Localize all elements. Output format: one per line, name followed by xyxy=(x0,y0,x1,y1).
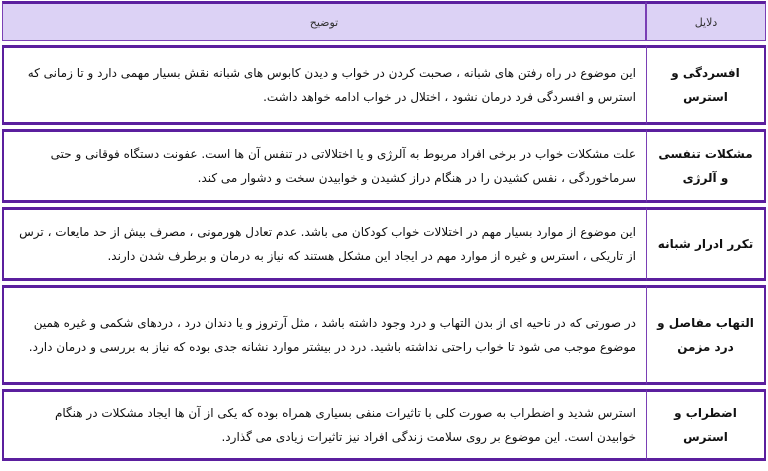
table-row xyxy=(2,207,766,281)
row-description: این موضوع از موارد بسیار مهم در اختلالات خواب کودکان می باشد. عدم تعادل هورمونی ، مصرف بیش از حد مایعات ، ترس از تاریکی ، استرس و غیره از موارد مهم در ایجاد این مشکل هستند که نیاز به درمان و برطرف شدن دارند. xyxy=(2,207,646,281)
row-reason: افسردگی و استرس xyxy=(646,45,766,125)
table-row xyxy=(2,45,766,125)
table-row xyxy=(2,389,766,461)
table-row xyxy=(2,129,766,203)
row-reason: التهاب مفاصل و درد مزمن xyxy=(646,285,766,385)
row-description: این موضوع در راه رفتن های شبانه ، صحبت کردن در خواب و دیدن کابوس های شبانه نقش بسیار مهمی دارد و تا زمانی که استرس و افسردگی فرد درمان نشود ، اختلال در خواب ادامه خواهد داشت. xyxy=(2,45,646,125)
table-header-row xyxy=(2,1,766,41)
header-reason: دلایل xyxy=(646,1,766,41)
row-description: علت مشکلات خواب در برخی افراد مربوط به آلرژی و یا اختلالاتی در تنفس آن ها است. عفونت دستگاه فوقانی و حتی سرماخوردگی ، نفس کشیدن را در هنگام دراز کشیدن و خوابیدن سخت و دشوار می کند. xyxy=(2,129,646,203)
row-reason: مشکلات تنفسی و آلرژی xyxy=(646,129,766,203)
row-description: استرس شدید و اضطراب به صورت کلی با تاثیرات منفی بسیاری همراه بوده که یکی از آن ها ایجاد مشکلات در هنگام خوابیدن است. این موضوع بر روی سلامت زندگی افراد نیز تاثیرات زیادی می گذارد. xyxy=(2,389,646,461)
row-reason: اضطراب و استرس xyxy=(646,389,766,461)
row-reason: تکرر ادرار شبانه xyxy=(646,207,766,281)
row-description: در صورتی که در ناحیه ای از بدن التهاب و درد وجود داشته باشد ، مثل آرتروز و یا دندان درد ، دردهای شکمی و غیره همین موضوع موجب می شود تا خواب راحتی نداشته باشید. درد در بیشتر موارد نشانه جدی بوده که نیاز به بررسی و درمان دارد. xyxy=(2,285,646,385)
sleep-causes-table xyxy=(2,1,766,461)
table-row xyxy=(2,285,766,385)
header-description: توضیح xyxy=(2,1,646,41)
